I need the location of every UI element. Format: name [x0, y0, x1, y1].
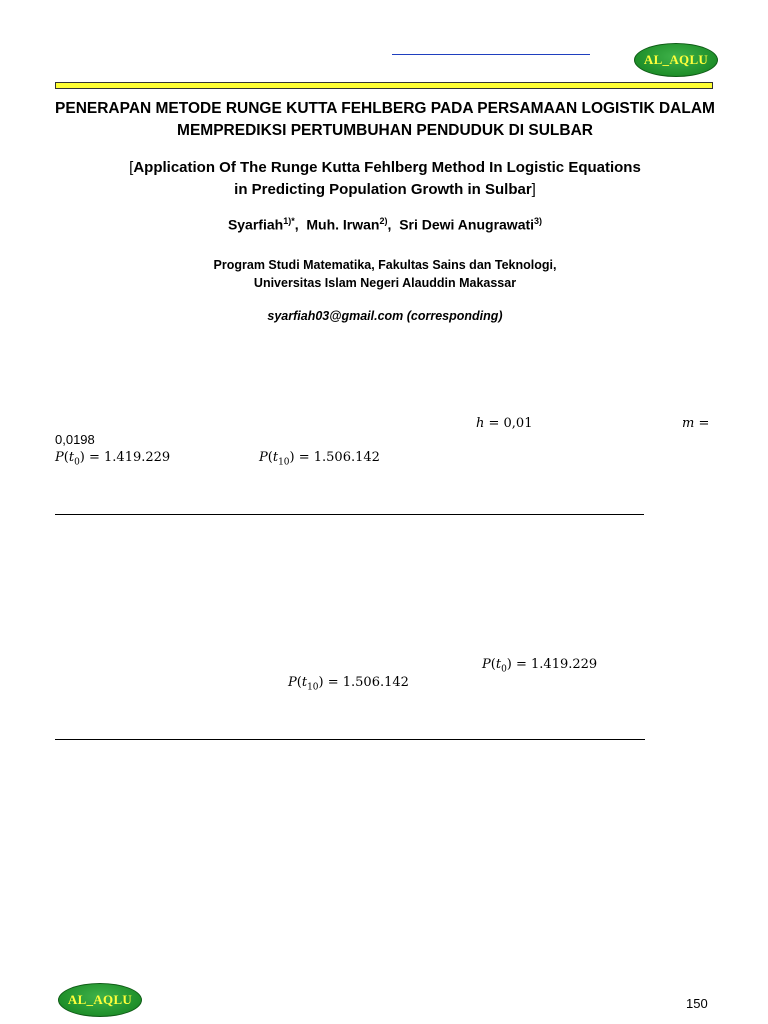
paper-title — [40, 98, 730, 142]
p10-subscript: 10 — [278, 457, 290, 468]
h-symbol: h — [476, 416, 485, 431]
corresponding-email[interactable]: syarfiah03@gmail.com (corresponding) — [267, 309, 503, 323]
abstract-m-value: 0,0198 — [55, 432, 95, 447]
author-affil-mark: 2) — [379, 216, 388, 226]
abstrak-p0: $P(t_0) = 1.419.229$ — [482, 657, 598, 675]
abstract-p0: $P(t_0) = 1.419.229$ — [55, 450, 171, 468]
affiliation-line-1: Program Studi Matematika, Fakultas Sains dan Teknologi, — [213, 258, 557, 272]
affiliation-line-2: Universitas Islam Negeri Alauddin Makassar — [253, 276, 517, 290]
subtitle-line-2: in Predicting Population Growth in Sulbar — [234, 181, 532, 198]
subtitle-open-bracket: [ — [129, 159, 134, 176]
author-name: Sri Dewi Anugrawati — [399, 216, 535, 233]
journal-logo-text: AL_AQLU — [67, 992, 133, 1007]
journal-logo-text: AL_AQLU — [643, 52, 709, 67]
header-link-underline[interactable] — [392, 54, 590, 55]
abstract-p10: $P(t_{10}) = 1.506.142$ — [259, 450, 380, 468]
abstract-m-symbol — [682, 416, 709, 431]
journal-logo — [634, 43, 718, 77]
paper-title-line-2: MEMPREDIKSI PERTUMBUHAN PENDUDUK DI SULBAR — [177, 122, 593, 139]
h-value: = 0,01 — [484, 416, 533, 431]
abstrak-p10: $P(t_{10}) = 1.506.142$ — [288, 675, 409, 693]
author-affil-mark: 3) — [534, 216, 543, 226]
abstract-h-value — [476, 416, 532, 431]
paper-subtitle — [60, 157, 710, 201]
subtitle-close-bracket: ] — [531, 181, 536, 198]
section-divider — [55, 739, 645, 740]
author-affil-mark: 1)* — [283, 216, 295, 226]
journal-logo-footer — [58, 983, 142, 1017]
header-banner-bar — [55, 82, 713, 89]
paper-title-line-1: PENERAPAN METODE RUNGE KUTTA FEHLBERG PADA PERSAMAAN LOGISTIK DALAM — [55, 100, 715, 117]
subtitle-line-1: Application Of The Runge Kutta Fehlberg Method In Logistic Equations — [133, 159, 641, 176]
author-name: Muh. Irwan — [306, 216, 380, 233]
p10-value: ) = 1.506.142 — [318, 675, 409, 690]
author-name: Syarfiah — [227, 216, 284, 233]
p10-value: ) = 1.506.142 — [289, 450, 380, 465]
section-divider — [55, 514, 644, 515]
p0-value: ) = 1.419.229 — [79, 450, 171, 465]
affiliation — [60, 256, 710, 292]
m-symbol: m — [682, 416, 695, 431]
p0-subscript: 0 — [501, 664, 507, 675]
p10-subscript: 10 — [307, 682, 319, 693]
m-equals: = — [694, 416, 710, 431]
author-list: Syarfiah$^{1)*}$, Muh. Irwan$^{2)}$, Sri Dewi Anugrawati$^{3)}$ — [227, 216, 543, 233]
p0-value: ) = 1.419.229 — [506, 657, 598, 672]
page-number: 150 — [686, 996, 708, 1011]
p0-subscript: 0 — [74, 457, 80, 468]
